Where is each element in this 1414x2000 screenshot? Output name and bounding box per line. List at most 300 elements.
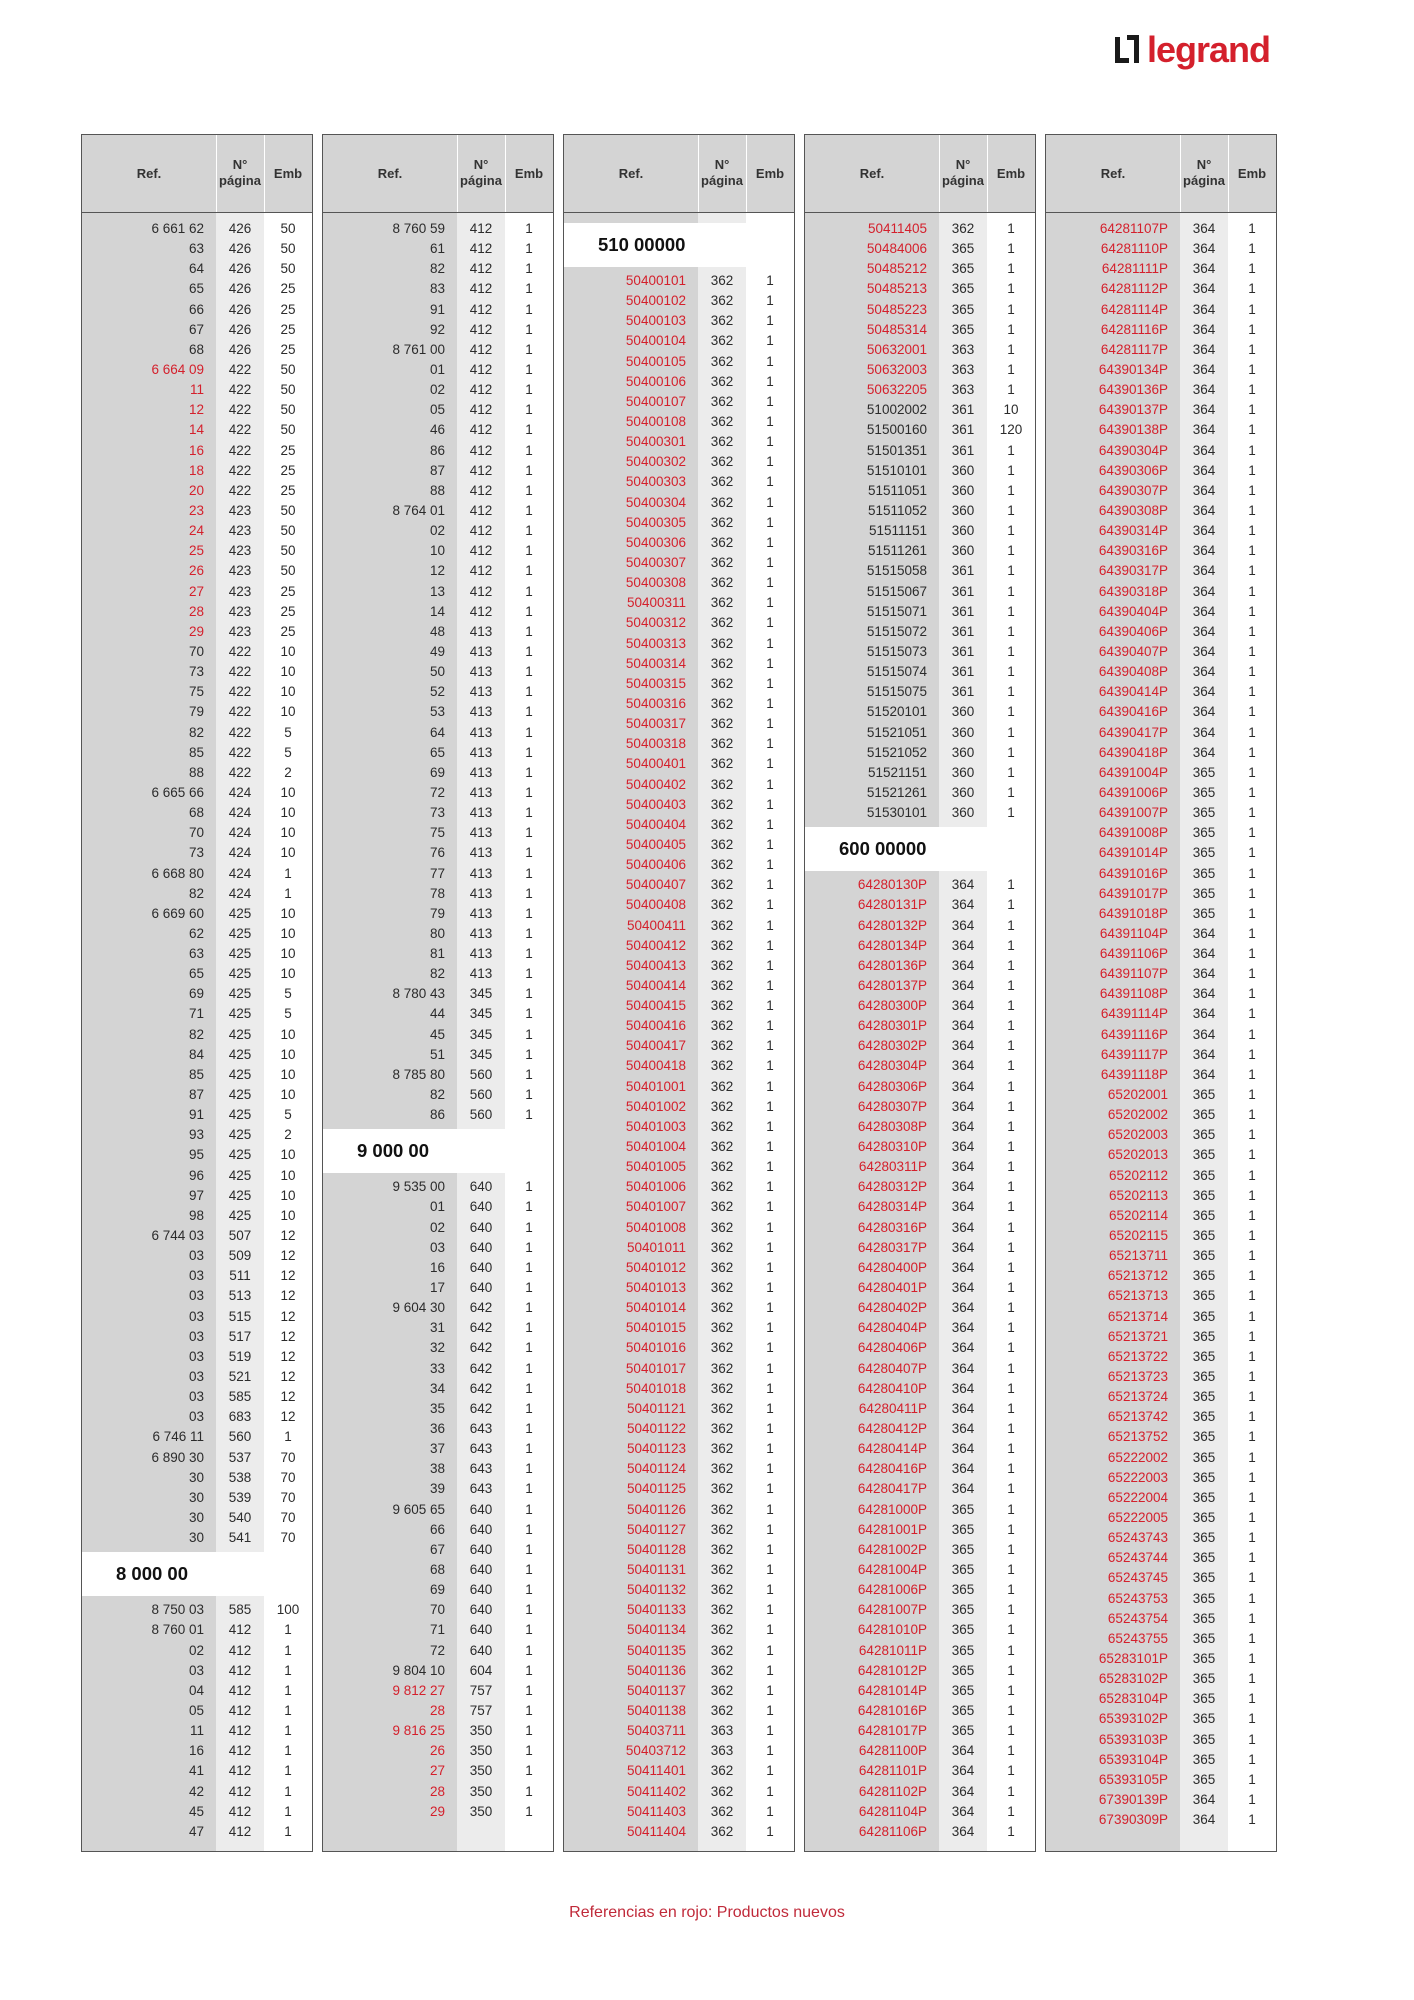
ref-cell: 64281101P <box>858 1763 927 1779</box>
emb-cell: 1 <box>1007 764 1015 780</box>
ref-cell: 65243743 <box>1107 1530 1168 1546</box>
ref-cell: 50400313 <box>625 635 686 651</box>
emb-cell: 1 <box>1248 1228 1256 1244</box>
emb-cell: 50 <box>280 382 296 398</box>
ref-cell: 64280132P <box>857 917 927 933</box>
header-emb: Emb <box>755 166 785 181</box>
table-row <box>805 662 1035 682</box>
page-cell: 426 <box>228 241 252 257</box>
table-row <box>805 1278 1035 1298</box>
ref-cell: 50400308 <box>625 575 686 591</box>
page-cell: 412 <box>228 1803 252 1819</box>
emb-cell: 1 <box>1248 1449 1256 1465</box>
emb-cell: 1 <box>525 925 533 941</box>
ref-cell: 28 <box>188 603 204 619</box>
emb-cell: 1 <box>1248 1066 1256 1082</box>
ref-cell: 23 <box>188 502 204 518</box>
table-row <box>564 1379 794 1399</box>
emb-cell: 1 <box>1248 1610 1256 1626</box>
emb-cell: 1 <box>525 1702 533 1718</box>
emb-cell: 1 <box>525 1026 533 1042</box>
table-row <box>323 1741 553 1761</box>
emb-cell: 1 <box>1248 1691 1256 1707</box>
ref-cell: 51521261 <box>866 784 927 800</box>
emb-cell: 1 <box>525 1360 533 1376</box>
table-row <box>82 320 312 340</box>
emb-cell: 1 <box>1248 724 1256 740</box>
table-row <box>323 481 553 501</box>
page-cell: 364 <box>951 1118 975 1134</box>
emb-cell: 1 <box>766 494 774 510</box>
page-cell: 361 <box>951 623 975 639</box>
ref-cell: 64390318P <box>1098 583 1168 599</box>
ref-cell: 64281002P <box>857 1541 927 1557</box>
emb-cell: 1 <box>1007 1320 1015 1336</box>
emb-cell: 10 <box>280 684 296 700</box>
table-row <box>323 1802 553 1822</box>
page-cell: 364 <box>951 1421 975 1437</box>
emb-cell: 1 <box>1007 1723 1015 1739</box>
emb-cell: 1 <box>766 1400 774 1416</box>
page-cell: 364 <box>951 1763 975 1779</box>
table-row <box>323 400 553 420</box>
emb-cell: 100 <box>276 1602 300 1618</box>
table-row <box>564 311 794 331</box>
page-cell: 422 <box>228 482 252 498</box>
emb-cell: 1 <box>766 736 774 752</box>
page-cell: 364 <box>1192 462 1216 478</box>
emb-cell: 1 <box>1248 1489 1256 1505</box>
table-row <box>1046 1407 1276 1427</box>
table-row <box>1046 1387 1276 1407</box>
emb-cell: 1 <box>766 1139 774 1155</box>
emb-cell: 1 <box>766 1179 774 1195</box>
table-row <box>323 723 553 743</box>
page-cell: 640 <box>469 1622 493 1638</box>
table-row <box>564 1016 794 1036</box>
ref-cell: 50401124 <box>626 1461 686 1477</box>
ref-cell: 6 669 60 <box>151 905 204 921</box>
emb-cell: 1 <box>1248 361 1256 377</box>
page-cell: 423 <box>228 563 252 579</box>
emb-cell: 1 <box>1248 402 1256 418</box>
emb-cell: 1 <box>1248 925 1256 941</box>
emb-cell: 1 <box>1007 664 1015 680</box>
emb-cell: 25 <box>280 321 296 337</box>
table-row <box>82 1206 312 1226</box>
page-cell: 365 <box>1192 865 1216 881</box>
table-row <box>82 904 312 924</box>
ref-cell: 64281004P <box>857 1562 927 1577</box>
ref-cell: 50400406 <box>625 857 686 873</box>
ref-cell: 64280401P <box>857 1280 927 1296</box>
table-row <box>805 763 1035 783</box>
table-column-5 <box>1045 134 1277 1852</box>
ref-cell: 82 <box>429 261 445 277</box>
ref-cell: 8 780 43 <box>392 986 445 1002</box>
table-row <box>323 1681 553 1701</box>
table-row <box>805 1077 1035 1097</box>
emb-cell: 1 <box>766 1340 774 1356</box>
table-row <box>82 1266 312 1286</box>
emb-cell: 1 <box>1007 805 1015 821</box>
table-row <box>805 1600 1035 1620</box>
ref-cell: 64391106P <box>1099 946 1168 962</box>
page-cell: 362 <box>710 1219 734 1235</box>
emb-cell: 1 <box>1248 1187 1256 1203</box>
emb-cell: 1 <box>1248 1751 1256 1767</box>
emb-cell: 1 <box>1248 583 1256 599</box>
page-cell: 362 <box>710 977 734 993</box>
page-cell: 345 <box>469 986 493 1002</box>
emb-cell: 1 <box>1248 1550 1256 1566</box>
ref-cell: 64391116P <box>1100 1026 1168 1042</box>
page-cell: 365 <box>1192 1610 1216 1626</box>
ref-cell: 50400103 <box>625 313 686 329</box>
table-row <box>564 1620 794 1640</box>
ref-cell: 03 <box>429 1239 445 1255</box>
emb-cell: 10 <box>280 1207 296 1223</box>
emb-cell: 1 <box>1007 1803 1015 1819</box>
ref-cell: 84 <box>188 1046 204 1062</box>
column-header <box>323 135 553 213</box>
ref-cell: 50484006 <box>866 241 927 257</box>
emb-cell: 12 <box>280 1409 296 1425</box>
page-cell: 364 <box>1192 1812 1216 1828</box>
emb-cell: 1 <box>766 1642 774 1658</box>
ref-cell: 50401123 <box>626 1441 686 1457</box>
table-row <box>1046 1629 1276 1649</box>
table-row <box>564 956 794 976</box>
column-rows <box>805 213 1035 1842</box>
ref-cell: 51511261 <box>867 543 927 559</box>
table-row <box>805 239 1035 259</box>
table-row <box>1046 1145 1276 1165</box>
table-row <box>323 803 553 823</box>
column-rows <box>1046 213 1276 1830</box>
table-row <box>323 1218 553 1238</box>
ref-cell: 8 760 59 <box>392 221 445 236</box>
ref-cell: 9 804 10 <box>392 1662 445 1678</box>
page-cell: 509 <box>228 1248 252 1264</box>
page-cell: 360 <box>951 502 975 518</box>
table-row <box>564 1278 794 1298</box>
emb-cell: 1 <box>284 1723 292 1739</box>
page-cell: 362 <box>710 635 734 651</box>
ref-cell: 44 <box>429 1006 445 1022</box>
page-cell: 362 <box>710 897 734 913</box>
table-row <box>323 1025 553 1045</box>
emb-cell: 1 <box>284 1803 292 1819</box>
header-ref: Ref. <box>859 166 885 181</box>
table-row <box>323 320 553 340</box>
ref-cell: 64391108P <box>1099 986 1168 1002</box>
ref-cell: 50400104 <box>625 333 686 349</box>
table-row <box>82 1347 312 1367</box>
emb-cell: 1 <box>525 825 533 841</box>
emb-cell: 70 <box>280 1489 296 1505</box>
page-cell: 425 <box>228 1107 252 1123</box>
table-row <box>805 602 1035 622</box>
emb-cell: 25 <box>280 623 296 639</box>
emb-cell: 50 <box>280 563 296 579</box>
table-column-1 <box>81 134 313 1852</box>
table-row <box>805 916 1035 936</box>
ref-cell: 64280314P <box>857 1199 927 1215</box>
page-cell: 362 <box>710 413 734 429</box>
ref-cell: 64391004P <box>1098 764 1168 780</box>
table-row <box>82 360 312 380</box>
ref-cell: 50400404 <box>625 816 686 832</box>
ref-cell: 65202003 <box>1107 1127 1168 1143</box>
page-cell: 515 <box>228 1308 252 1324</box>
emb-cell: 1 <box>1007 1763 1015 1779</box>
table-row <box>323 924 553 944</box>
emb-cell: 10 <box>280 1046 296 1062</box>
emb-cell: 10 <box>280 1147 296 1163</box>
emb-cell: 1 <box>1007 877 1015 893</box>
emb-cell: 1 <box>1007 442 1015 458</box>
table-row <box>564 613 794 633</box>
table-row <box>82 1367 312 1387</box>
table-row <box>82 1085 312 1105</box>
emb-cell: 1 <box>525 301 533 317</box>
table-row <box>82 1661 312 1681</box>
table-row <box>564 795 794 815</box>
table-row <box>564 1459 794 1479</box>
table-row <box>564 432 794 452</box>
emb-cell: 1 <box>1007 1360 1015 1376</box>
ref-cell: 14 <box>429 603 445 619</box>
emb-cell: 1 <box>525 1300 533 1316</box>
page-cell: 362 <box>710 1421 734 1437</box>
page-cell: 426 <box>228 221 252 236</box>
emb-cell: 25 <box>280 482 296 498</box>
page-cell: 362 <box>710 615 734 631</box>
table-row <box>82 1407 312 1427</box>
emb-cell: 70 <box>280 1469 296 1485</box>
page-cell: 362 <box>710 454 734 470</box>
table-row <box>1046 1810 1276 1830</box>
emb-cell: 1 <box>284 1823 292 1839</box>
table-row <box>1046 1045 1276 1065</box>
ref-cell: 29 <box>429 1803 445 1819</box>
emb-cell: 1 <box>525 1461 533 1477</box>
ref-cell: 65213724 <box>1107 1389 1168 1405</box>
ref-cell: 45 <box>429 1026 445 1042</box>
table-row <box>1046 561 1276 581</box>
ref-cell: 69 <box>429 764 445 780</box>
table-row <box>323 642 553 662</box>
table-row <box>564 835 794 855</box>
ref-cell: 65213752 <box>1107 1429 1168 1445</box>
ref-cell: 50401126 <box>626 1501 686 1517</box>
table-row <box>82 1721 312 1741</box>
emb-cell: 1 <box>525 543 533 559</box>
page-cell: 362 <box>710 353 734 369</box>
page-cell: 425 <box>228 946 252 962</box>
emb-cell: 1 <box>1248 643 1256 659</box>
emb-cell: 1 <box>1007 704 1015 720</box>
page-cell: 362 <box>710 1582 734 1598</box>
ref-cell: 48 <box>429 623 445 639</box>
emb-cell: 1 <box>1007 917 1015 933</box>
emb-cell: 1 <box>525 1380 533 1396</box>
ref-cell: 64281102P <box>858 1783 927 1799</box>
emb-cell: 1 <box>1007 1682 1015 1698</box>
page-cell: 361 <box>951 563 975 579</box>
page-cell: 365 <box>1192 1671 1216 1687</box>
emb-cell: 1 <box>525 1107 533 1123</box>
page-cell: 365 <box>1192 1530 1216 1546</box>
emb-cell: 1 <box>766 1662 774 1678</box>
emb-cell: 1 <box>1248 1046 1256 1062</box>
ref-cell: 39 <box>429 1481 445 1497</box>
page-cell: 539 <box>228 1489 252 1505</box>
page-cell: 362 <box>710 1018 734 1034</box>
page-cell: 363 <box>951 361 975 377</box>
emb-cell: 1 <box>525 1582 533 1598</box>
ref-cell: 50401122 <box>626 1421 686 1437</box>
ref-cell: 51510101 <box>866 462 927 478</box>
ref-cell: 87 <box>429 462 445 478</box>
page-cell: 362 <box>710 836 734 852</box>
table-row <box>1046 1226 1276 1246</box>
ref-cell: 51515074 <box>866 664 927 680</box>
page-cell: 362 <box>710 776 734 792</box>
page-cell: 365 <box>951 261 975 277</box>
emb-cell: 1 <box>525 1642 533 1658</box>
emb-cell: 1 <box>1248 221 1256 236</box>
ref-cell: 50400411 <box>626 917 686 933</box>
page-cell: 365 <box>951 1702 975 1718</box>
page-cell: 362 <box>710 293 734 309</box>
emb-cell: 1 <box>1007 1501 1015 1517</box>
ref-cell: 50401001 <box>625 1078 686 1094</box>
table-row <box>805 1500 1035 1520</box>
ref-cell: 51501351 <box>866 442 927 458</box>
emb-cell: 25 <box>280 341 296 357</box>
ref-cell: 64390316P <box>1098 543 1168 559</box>
page-cell: 423 <box>228 623 252 639</box>
ref-cell: 50632205 <box>866 382 927 398</box>
table-row <box>82 1468 312 1488</box>
page-cell: 413 <box>469 885 493 901</box>
emb-cell: 25 <box>280 301 296 317</box>
table-row <box>805 1056 1035 1076</box>
emb-cell: 1 <box>525 422 533 438</box>
ref-cell: 8 760 01 <box>151 1622 204 1638</box>
table-row <box>323 1761 553 1781</box>
emb-cell: 1 <box>525 1421 533 1437</box>
ref-cell: 46 <box>429 422 445 438</box>
table-column-4 <box>804 134 1036 1852</box>
emb-cell: 1 <box>766 1219 774 1235</box>
page-cell: 364 <box>1192 583 1216 599</box>
ref-cell: 91 <box>429 301 445 317</box>
emb-cell: 1 <box>1007 301 1015 317</box>
page-cell: 365 <box>1192 1570 1216 1586</box>
table-row <box>82 1045 312 1065</box>
ref-cell: 64280412P <box>857 1421 927 1437</box>
emb-cell: 12 <box>280 1369 296 1385</box>
emb-cell: 1 <box>1248 986 1256 1002</box>
emb-cell: 1 <box>525 1541 533 1557</box>
table-row <box>805 360 1035 380</box>
table-row <box>805 1439 1035 1459</box>
ref-cell: 88 <box>188 764 204 780</box>
table-row <box>805 783 1035 803</box>
page-cell: 422 <box>228 442 252 458</box>
table-row <box>323 561 553 581</box>
table-row <box>323 1238 553 1258</box>
emb-cell: 1 <box>766 1602 774 1618</box>
emb-cell: 1 <box>1248 623 1256 639</box>
table-row <box>1046 1085 1276 1105</box>
emb-cell: 1 <box>525 402 533 418</box>
ref-cell: 51530101 <box>866 805 927 821</box>
emb-cell: 1 <box>1007 1461 1015 1477</box>
emb-cell: 1 <box>1007 583 1015 599</box>
ref-cell: 30 <box>188 1469 204 1485</box>
emb-cell: 1 <box>766 1118 774 1134</box>
page-cell: 364 <box>1192 966 1216 982</box>
page-cell: 364 <box>1192 241 1216 257</box>
table-row <box>1046 702 1276 722</box>
table-row <box>564 1137 794 1157</box>
page-cell: 425 <box>228 1167 252 1183</box>
emb-cell: 1 <box>766 1622 774 1638</box>
page-cell: 425 <box>228 1006 252 1022</box>
page-cell: 560 <box>469 1107 493 1123</box>
emb-cell: 10 <box>280 704 296 720</box>
page-cell: 413 <box>469 825 493 841</box>
page-cell: 412 <box>228 1702 252 1718</box>
page-cell: 365 <box>1192 1087 1216 1103</box>
ref-cell: 50632001 <box>866 341 927 357</box>
table-row <box>82 1782 312 1802</box>
ref-cell: 65202002 <box>1107 1107 1168 1123</box>
emb-cell: 12 <box>280 1308 296 1324</box>
table-row <box>82 582 312 602</box>
emb-cell: 1 <box>1007 1441 1015 1457</box>
ref-cell: 64280302P <box>857 1038 927 1054</box>
emb-cell: 1 <box>525 462 533 478</box>
ref-cell: 72 <box>429 1642 445 1658</box>
page-cell: 364 <box>1192 664 1216 680</box>
ref-cell: 50400107 <box>625 393 686 409</box>
page-cell: 365 <box>1192 1207 1216 1223</box>
ref-cell: 65243754 <box>1107 1610 1168 1626</box>
page-cell: 365 <box>951 301 975 317</box>
ref-cell: 96 <box>188 1167 204 1183</box>
table-row <box>82 1226 312 1246</box>
ref-cell: 50400407 <box>625 877 686 893</box>
emb-cell: 10 <box>1003 402 1019 418</box>
table-row <box>564 1802 794 1822</box>
emb-cell: 70 <box>280 1530 296 1546</box>
page-cell: 362 <box>710 655 734 671</box>
table-row <box>805 1479 1035 1499</box>
page-cell: 362 <box>710 313 734 329</box>
ref-cell: 64390414P <box>1098 684 1168 700</box>
ref-cell: 50411404 <box>626 1823 686 1839</box>
emb-cell: 1 <box>525 321 533 337</box>
ref-cell: 17 <box>429 1280 445 1296</box>
table-row <box>323 1419 553 1439</box>
page-cell: 360 <box>951 482 975 498</box>
table-row <box>1046 219 1276 239</box>
